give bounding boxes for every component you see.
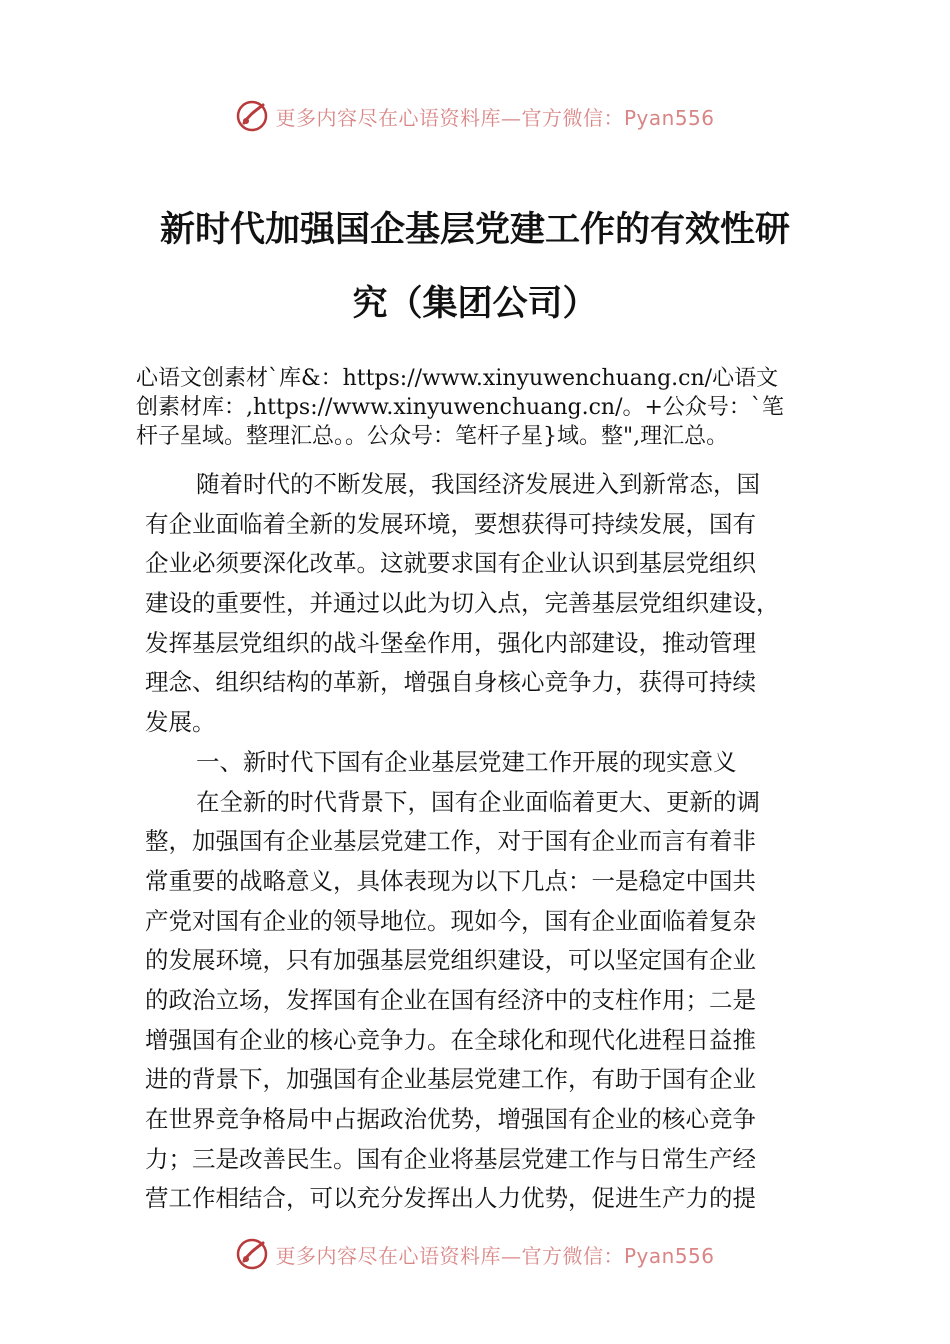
source-line: 创素材库：,https://www.xinyuwenchuang.cn/。+公众号：`笔	[136, 395, 784, 420]
paragraph-line: 的政治立场，发挥国有企业在国有经济中的支柱作用；二是	[145, 985, 756, 1014]
paragraph-line: 在世界竞争格局中占据政治优势，增强国有企业的核心竞争	[145, 1105, 756, 1133]
paragraph-line: 建设的重要性，并通过以此为切入点，完善基层党组织建设，	[145, 589, 780, 618]
header-banner	[0, 96, 950, 136]
paragraph-line: 进的背景下，加强国有企业基层党建工作，有助于国有企业	[145, 1065, 756, 1094]
banner-text	[275, 102, 714, 131]
paragraph-line: 理念、组织结构的革新，增强自身核心竞争力，获得可持续	[145, 668, 756, 697]
paragraph-line: 常重要的战略意义，具体表现为以下几点：一是稳定中国共	[145, 866, 756, 895]
source-line: 杆子星域。整理汇总。。公众号：笔杆子星}域。整",理汇总。	[136, 424, 729, 449]
paragraph-line: 产党对国有企业的领导地位。现如今，国有企业面临着复杂	[145, 906, 756, 935]
banner-slogan: 更多内容尽在心语资料库—官方微信：	[275, 1243, 624, 1268]
paragraph-line: 整，加强国有企业基层党建工作，对于国有企业而言有着非	[145, 827, 756, 856]
source-line: 心语文创素材`库&：https://www.xinyuwenchuang.cn/心语文	[136, 366, 779, 391]
paragraph-line: 在全新的时代背景下，国有企业面临着更大、更新的调	[196, 787, 760, 816]
paragraph-line: 随着时代的不断发展，我国经济发展进入到新常态，国	[196, 470, 760, 498]
banner-slogan: 更多内容尽在心语资料库—官方微信：	[275, 105, 624, 130]
wechat-id: Pyan556	[623, 1243, 715, 1268]
paragraph-line: 有企业面临着全新的发展环境，要想获得可持续发展，国有	[145, 509, 756, 538]
brush-logo-icon	[235, 99, 269, 133]
section-heading: 一、新时代下国有企业基层党建工作开展的现实意义	[196, 747, 737, 776]
paragraph-line: 企业必须要深化改革。这就要求国有企业认识到基层党组织	[145, 549, 756, 578]
wechat-id: Pyan556	[623, 105, 715, 130]
banner-text	[275, 1240, 714, 1269]
source-note	[136, 364, 856, 451]
brush-logo-icon	[235, 1237, 269, 1271]
document-title-line-1: 新时代加强国企基层党建工作的有效性研	[159, 209, 790, 250]
body-text	[145, 465, 825, 1219]
paragraph-line: 增强国有企业的核心竞争力。在全球化和现代化进程日益推	[145, 1025, 756, 1054]
paragraph-line: 发展。	[145, 708, 216, 737]
paragraph-line: 力；三是改善民生。国有企业将基层党建工作与日常生产经	[145, 1144, 756, 1173]
document-title-line-2: 究（集团公司）	[352, 283, 598, 324]
footer-banner	[0, 1234, 950, 1274]
paragraph-line: 的发展环境，只有加强基层党组织建设，可以坚定国有企业	[145, 946, 756, 975]
paragraph-line: 发挥基层党组织的战斗堡垒作用，强化内部建设，推动管理	[145, 628, 756, 657]
paragraph-line: 营工作相结合，可以充分发挥出人力优势，促进生产力的提	[145, 1184, 756, 1213]
